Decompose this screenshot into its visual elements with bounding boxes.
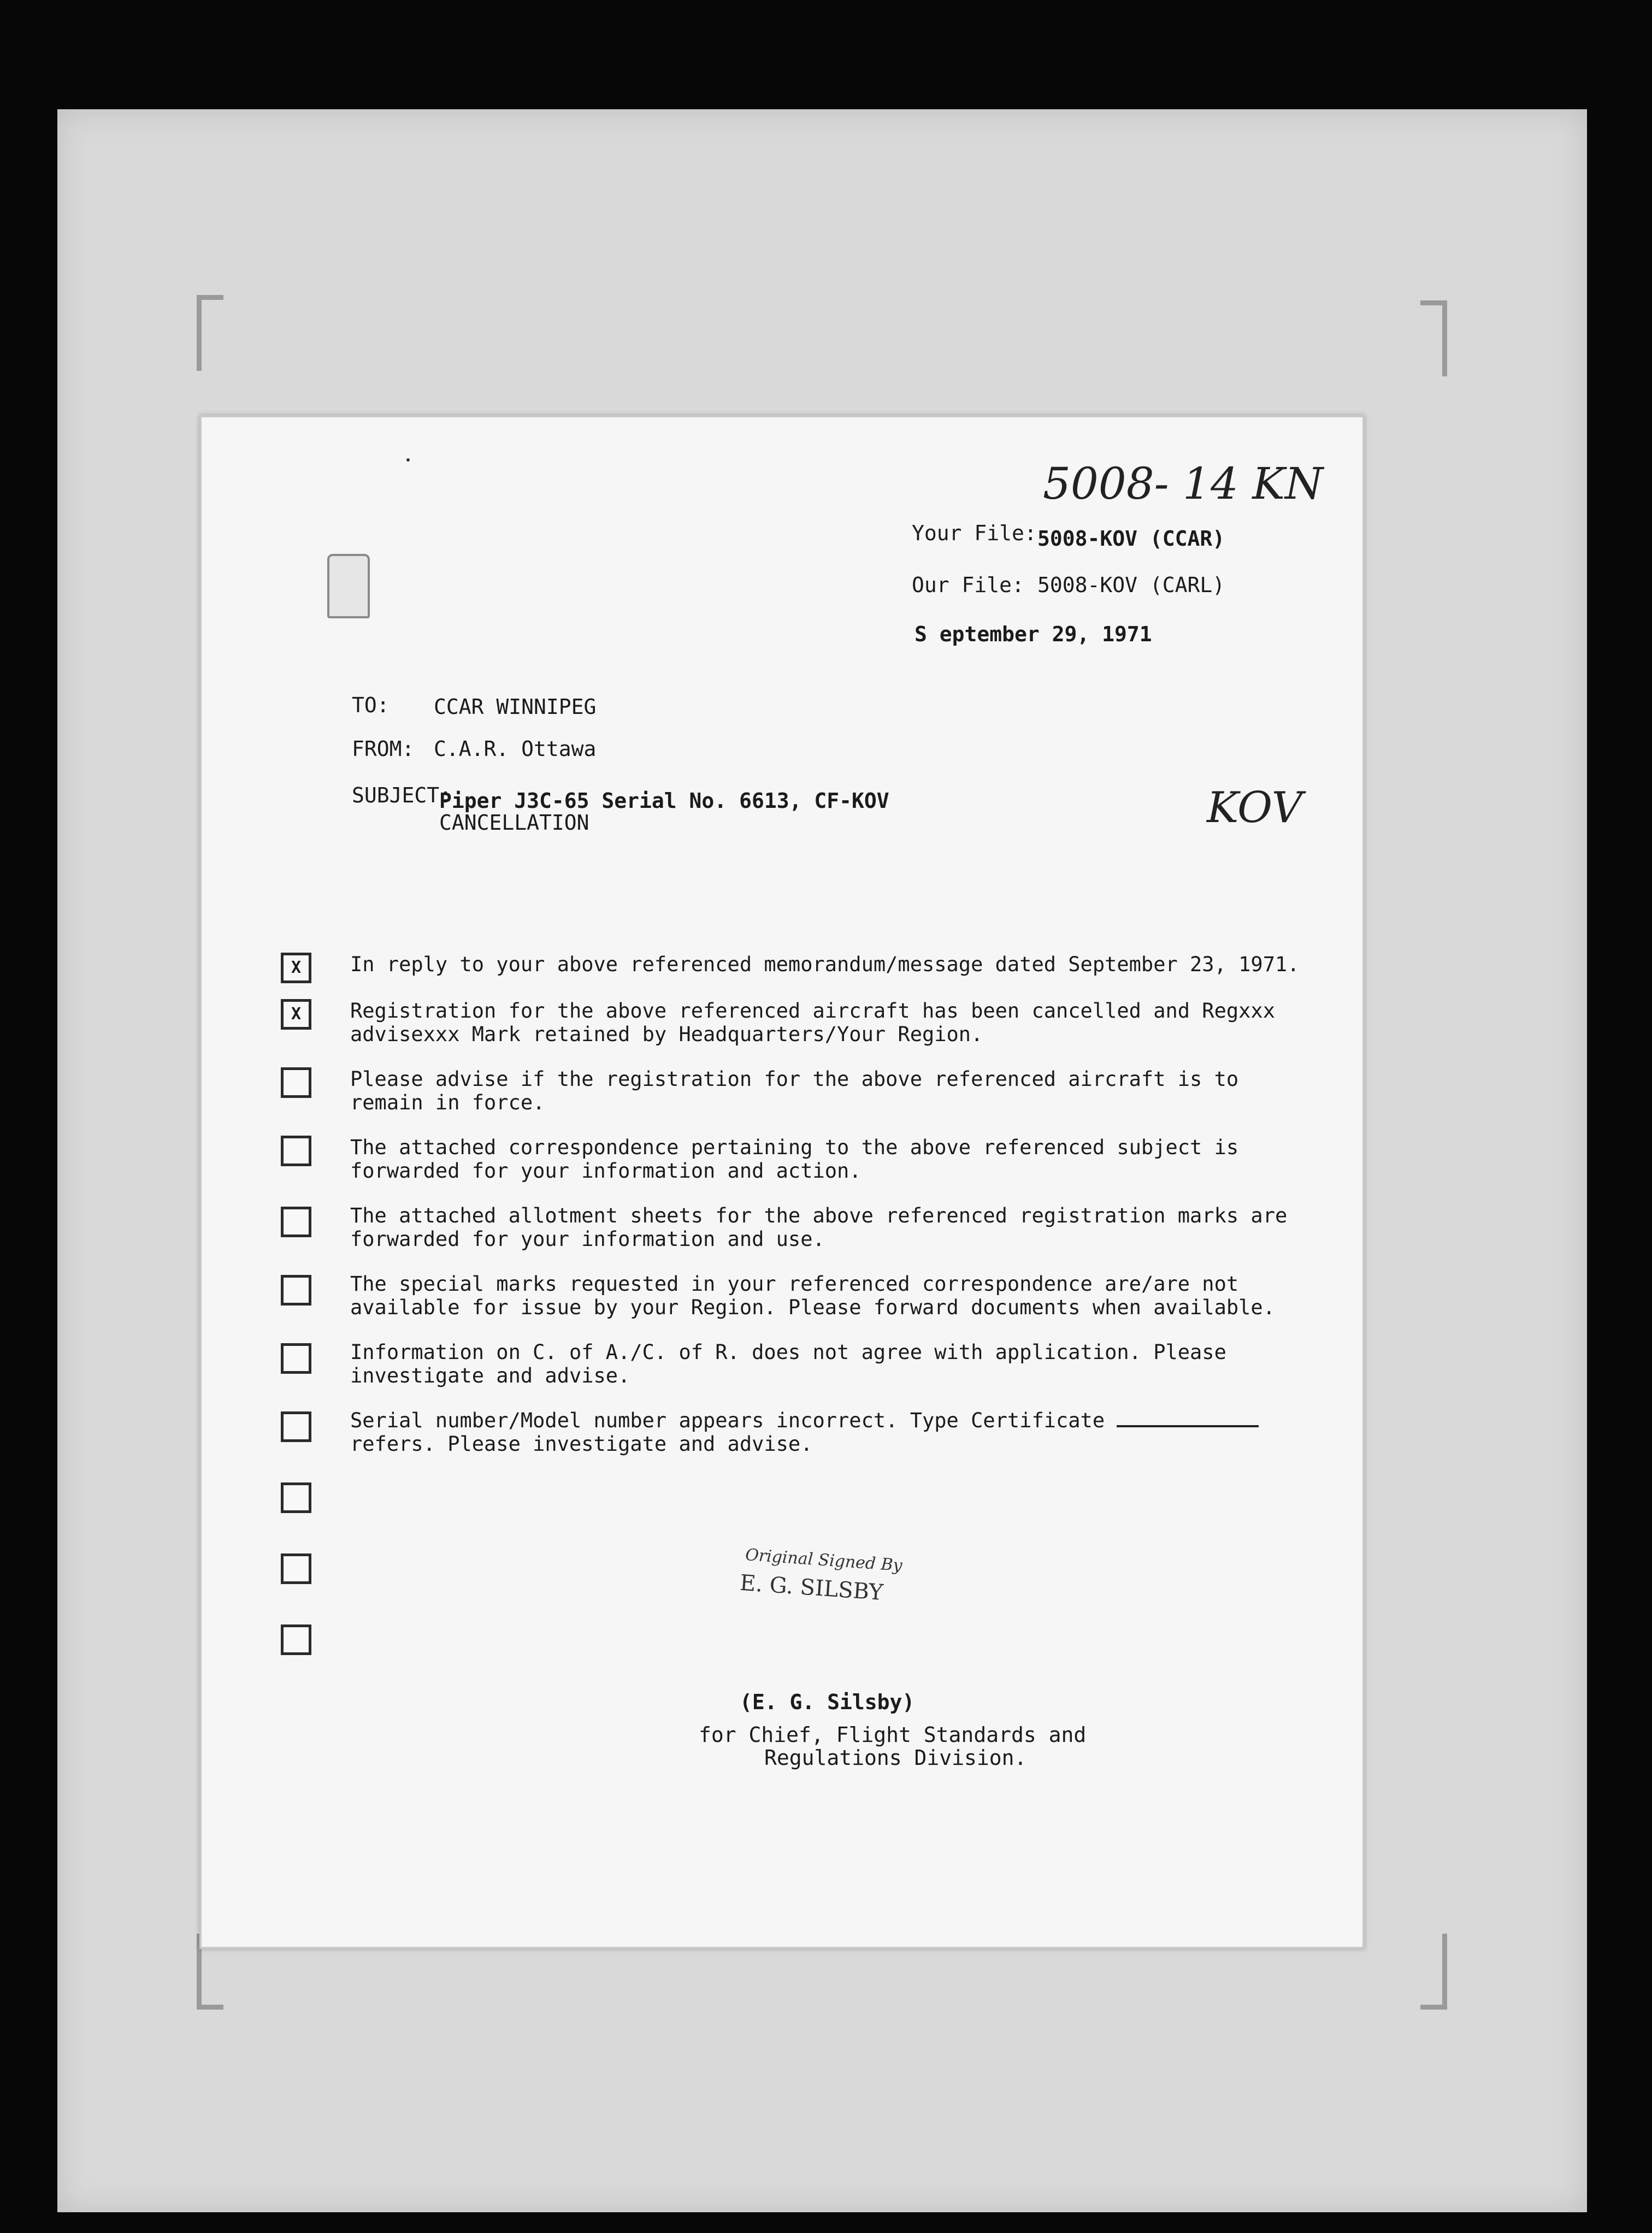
- crop-mark-bottom-right: [1420, 1934, 1447, 2010]
- checkbox-5[interactable]: [281, 1207, 311, 1237]
- type-certificate-text: Serial number/Model number appears incorrect. Type Certificate: [350, 1409, 1105, 1432]
- checklist-item-5: The attached allotment sheets for the above referenced registration marks are forwarded for your information and use.: [350, 1204, 1288, 1251]
- signature-title-line-2: Regulations Division.: [764, 1746, 1027, 1770]
- signature-title-line-1: for Chief, Flight Standards and: [699, 1723, 1087, 1747]
- ink-dot: [406, 458, 410, 462]
- checkbox-4[interactable]: [281, 1136, 311, 1166]
- crop-mark-top-left: [197, 295, 223, 371]
- checklist-item-3: Please advise if the registration for the above referenced aircraft is to remain in force.: [350, 1067, 1239, 1114]
- to-value: CCAR WINNIPEG: [434, 695, 597, 719]
- our-file-value: 5008-KOV (CARL): [1037, 573, 1225, 597]
- checkbox-3[interactable]: [281, 1067, 311, 1098]
- checkbox-8[interactable]: [281, 1411, 311, 1442]
- type-certificate-blank: [1117, 1425, 1259, 1427]
- checkbox-10[interactable]: [281, 1553, 311, 1584]
- checklist-item-8: [350, 1409, 1334, 1432]
- handwritten-mark: KOV: [1207, 783, 1303, 832]
- subject-line-1: Piper J3C-65 Serial No. 6613, CF-KOV: [439, 789, 889, 813]
- memo-date: S eptember 29, 1971: [914, 622, 1152, 646]
- your-file-value: 5008-KOV (CCAR): [1037, 527, 1225, 551]
- subject-line-2: CANCELLATION: [439, 811, 589, 835]
- your-file-label: Your File:: [912, 521, 1037, 545]
- checkbox-7[interactable]: [281, 1343, 311, 1374]
- checklist-item-6: The special marks requested in your referenced correspondence are/are not available for issue by your Region. Please forward documents when available.: [350, 1272, 1275, 1319]
- checkbox-1[interactable]: X: [281, 953, 311, 983]
- stamp-original-signed: Original Signed By: [745, 1545, 903, 1575]
- checkbox-2[interactable]: X: [281, 999, 311, 1030]
- crop-mark-top-right: [1420, 300, 1447, 376]
- paper-clip-mark: [327, 554, 370, 618]
- memo-sheet: [199, 415, 1365, 1949]
- checkbox-6[interactable]: [281, 1275, 311, 1305]
- handwritten-file-number: 5008- 14 KN: [1043, 458, 1324, 509]
- stamp-signer-name: E. G. SILSBY: [739, 1570, 884, 1606]
- checkbox-9[interactable]: [281, 1482, 311, 1513]
- our-file-label: Our File:: [912, 573, 1024, 597]
- checklist-item-7: Information on C. of A./C. of R. does not agree with application. Please investigate and advise.: [350, 1340, 1226, 1387]
- to-label: TO:: [352, 693, 390, 717]
- checklist-item-4: The attached correspondence pertaining to the above referenced subject is forwarded for your information and action.: [350, 1136, 1239, 1183]
- from-value: C.A.R. Ottawa: [434, 737, 597, 761]
- from-label: FROM:: [352, 737, 415, 761]
- subject-label: SUBJECT:: [352, 783, 452, 807]
- checklist-item-1: In reply to your above referenced memorandum/message dated September 23, 1971.: [350, 953, 1300, 976]
- signature-name: (E. G. Silsby): [740, 1690, 915, 1714]
- checklist-item-8-line-2: refers. Please investigate and advise.: [350, 1432, 813, 1456]
- checklist-item-2: Registration for the above referenced aircraft has been cancelled and Regxxx advisexxx Mark retained by Headquarters/Your Region.: [350, 999, 1275, 1046]
- checkbox-11[interactable]: [281, 1624, 311, 1655]
